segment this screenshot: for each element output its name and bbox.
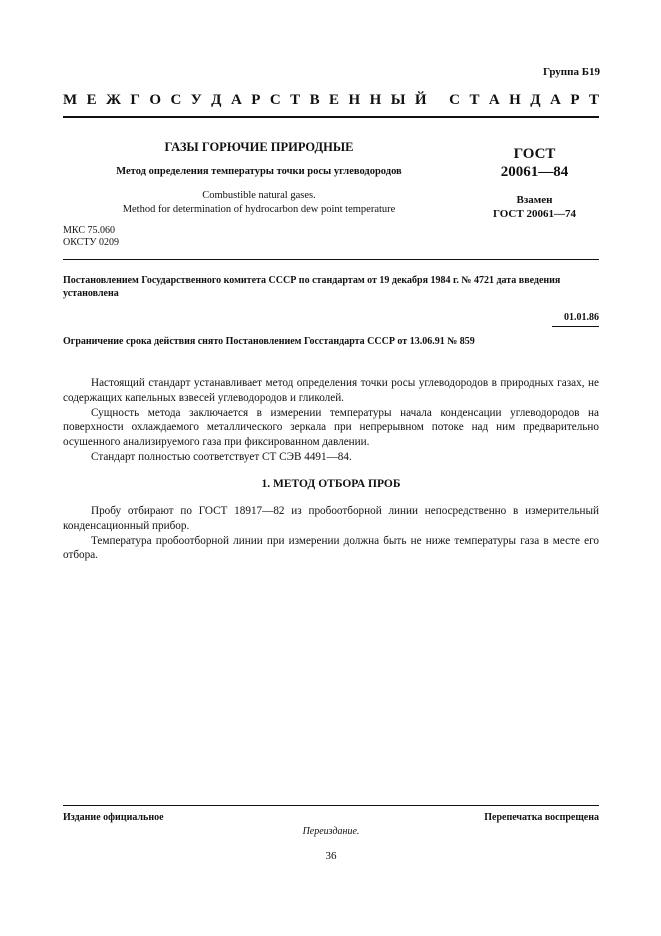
banner-letter: Г xyxy=(130,92,140,108)
document-subtitle: Метод определения температуры точки росы углеводородов xyxy=(116,166,402,177)
banner-letter: Е xyxy=(86,92,97,108)
banner-letter: Д xyxy=(211,92,222,108)
banner-letter: Е xyxy=(329,92,340,108)
paragraph: Температура пробоотборной линии при измерении должна быть не ниже температуры газа в месте его отбора. xyxy=(63,534,599,562)
gost-label: ГОСТ xyxy=(513,146,556,162)
okstu-code: ОКСТУ 0209 xyxy=(63,237,120,248)
footer-rule xyxy=(63,805,599,806)
banner-letter: С xyxy=(269,92,281,108)
intro-body xyxy=(63,376,599,465)
banner-letter: С xyxy=(449,92,460,108)
decree-text: Постановлением Государственного комитета СССР по стандартам от 19 декабря 1984 г. № 4721 дата введения установлена xyxy=(63,275,561,299)
banner-letter: У xyxy=(190,92,202,108)
banner-letter: Т xyxy=(588,92,599,108)
banner-letter: Р xyxy=(570,92,580,108)
banner-letter: Т xyxy=(469,92,480,108)
paragraph: Пробу отбирают по ГОСТ 18917—82 из пробоотборной линии непосредственно в измерительный конденсационный прибор. xyxy=(63,505,599,532)
intro-date-underline xyxy=(552,326,599,327)
banner-letter: В xyxy=(309,92,320,108)
banner-letter: Р xyxy=(251,92,261,108)
banner-letter: М xyxy=(63,92,78,108)
english-title-line-2: Method for determination of hydrocarbon dew point temperature xyxy=(122,204,396,215)
mks-code: МКС 75.060 xyxy=(63,225,115,236)
banner-letter: А xyxy=(230,92,242,108)
official-edition: Издание официальное xyxy=(63,812,164,823)
paragraph: Стандарт полностью соответствует СТ СЭВ 4491—84. xyxy=(91,450,352,463)
banner-letter: О xyxy=(149,92,161,108)
banner-letter: А xyxy=(550,92,561,108)
banner-letter: Н xyxy=(369,92,382,108)
paragraph: Сущность метода заключается в измерении температуры начала конденсации углеводородов на поверхности охлаждаемого металлического зеркала при непрерывном потоке над ним предварительно осушенного анализируемого газа при фиксированном давлении. xyxy=(63,406,599,449)
intro-date: 01.01.86 xyxy=(564,312,599,323)
document-title: ГАЗЫ ГОРЮЧИЕ ПРИРОДНЫЕ xyxy=(164,140,354,154)
banner-letter: Н xyxy=(509,92,521,108)
page-number: 36 xyxy=(325,850,337,862)
banner-letter: Й xyxy=(414,92,427,108)
banner-letter: Т xyxy=(290,92,301,108)
banner-letter xyxy=(436,92,440,109)
banner-letter: Н xyxy=(348,92,361,108)
gost-number: 20061—84 xyxy=(500,164,569,180)
english-title-line-1: Combustible natural gases. xyxy=(202,190,316,201)
replaces-standard: ГОСТ 20061—74 xyxy=(493,208,576,220)
classification-codes xyxy=(63,225,119,249)
limitation-text: Ограничение срока действия снято Постановлением Госстандарта СССР от 13.06.91 № 859 xyxy=(63,336,475,347)
interstate-standard-banner xyxy=(63,92,599,109)
banner-letter: Ж xyxy=(106,92,121,108)
header-rule xyxy=(63,116,599,118)
divider-rule xyxy=(63,259,599,260)
paragraph: Настоящий стандарт устанавливает метод определения точки росы углеводородов в природных газах, не содержащих капельных взвесей углеводородов и гликолей. xyxy=(63,377,599,404)
banner-letter: Ы xyxy=(390,92,406,108)
section-body xyxy=(63,504,599,563)
banner-letter: С xyxy=(170,92,182,108)
section-heading: 1. МЕТОД ОТБОРА ПРОБ xyxy=(261,478,401,490)
replaces-label: Взамен xyxy=(516,194,553,206)
banner-letter: А xyxy=(488,92,500,108)
banner-letter: Д xyxy=(530,92,541,108)
reprint-forbidden: Перепечатка воспрещена xyxy=(484,812,599,823)
group-code: Группа Б19 xyxy=(543,66,600,78)
reissue-note: Переиздание. xyxy=(302,826,360,837)
